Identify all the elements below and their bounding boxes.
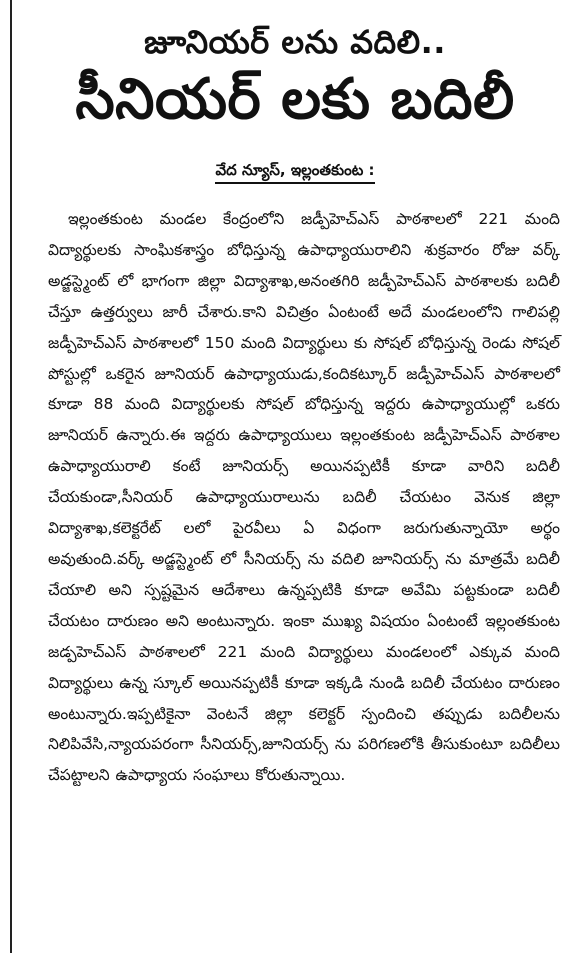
article-body: ఇల్లంతకుంట మండల కేంద్రంలోని జడ్పీహెచ్ఎస్ పాఠశాలలో 221 మంది విద్యార్థులకు సాంఘికశాస్త్రం బోధిస్తున్న ఉపాధ్యాయురాలిని శుక్రవారం రోజు వర్క్ అడ్జస్ట్మెంట్ లో భాగంగా జిల్లా విద్యాశాఖ,అనంతగిరి జడ్పీహెచ్ఎస్ పాఠశాలకు బదిలీ చేస్తూ ఉత్తర్వులు జారీ చేశారు.కాని విచిత్రం ఏంటంటే అదే మండలంలోని గాలిపల్లి జడ్పీహెచ్ఎస్ పాఠశాలలో 150 మంది విద్యార్థులు కు సోషల్ బోధిస్తున్న రెండు సోషల్ పోస్టుల్లో ఒకరైన జూనియర్ ఉపాధ్యాయుడు,కందికట్కూర్ జడ్పీహెచ్ఎస్ పాఠశాలలో కూడా 88 మంది విద్యార్థులకు సోషల్ బోధిస్తున్న ఇద్దరు ఉపాధ్యాయుల్లో ఒకరు జూనియర్ ఉన్నారు.ఈ ఇద్దరు ఉపాధ్యాయులు ఇల్లంతకుంట జడ్పీహెచ్ఎస్ పాఠశాల ఉపాధ్యాయురాలి కంటే జూనియర్స్ అయినప్పటికీ కూడా వారిని బదిలీ చేయకుండా,సీనియర్ ఉపాధ్యాయురాలును బదిలీ చేయటం వెనుక జిల్లా విద్యాశాఖ,కలెక్టరేట్ లలో పైరవీలు ఏ విధంగా జరుగుతున్నాయో అర్థం అవుతుంది.వర్క్ అడ్జస్ట్మెంట్ లో సీనియర్స్ ను వదిలి జూనియర్స్ ను మాత్రమే బదిలీ చేయాలి అని స్పష్టమైన ఆదేశాలు ఉన్నప్పటికి కూడా అవేమి పట్టకుండా బదిలీ చేయటం దారుణం అని అంటున్నారు. ఇంకా ముఖ్య విషయం ఏంటంటే ఇల్లంతకుంట జడ్పహెచ్ఎస్ పాఠశాలలో 221 మంది విద్యార్థులు మండలంలో ఎక్కువ మంది విద్యార్థులు ఉన్న స్కూల్ అయినప్పటికీ కూడా ఇక్కడి నుండి బదిలీ చేయటం దారుణం అంటున్నారు.ఇప్పటికైనా వెంటనే జిల్లా కలెక్టర్ స్పందించి తప్పుడు బదిలీలను నిలిపివేసి,న్యాయపరంగా సీనియర్స్,జూనియర్స్ ను పరిగణలోకి తీసుకుంటూ బదిలీలు చేపట్టాలని ఉపాధ్యాయ సంఘాలు కోరుతున్నాయి. <box>48 210 560 785</box>
article-dateline-wrap <box>20 158 570 182</box>
column-rule <box>10 0 12 953</box>
article-dateline: వేద న్యూస్, ఇల్లంతకుంట : <box>215 161 374 184</box>
article-subheadline: జూనియర్ లను వదిలి.. <box>144 23 446 61</box>
article-headline: సీనియర్ లకు బదిలీ <box>75 67 515 132</box>
